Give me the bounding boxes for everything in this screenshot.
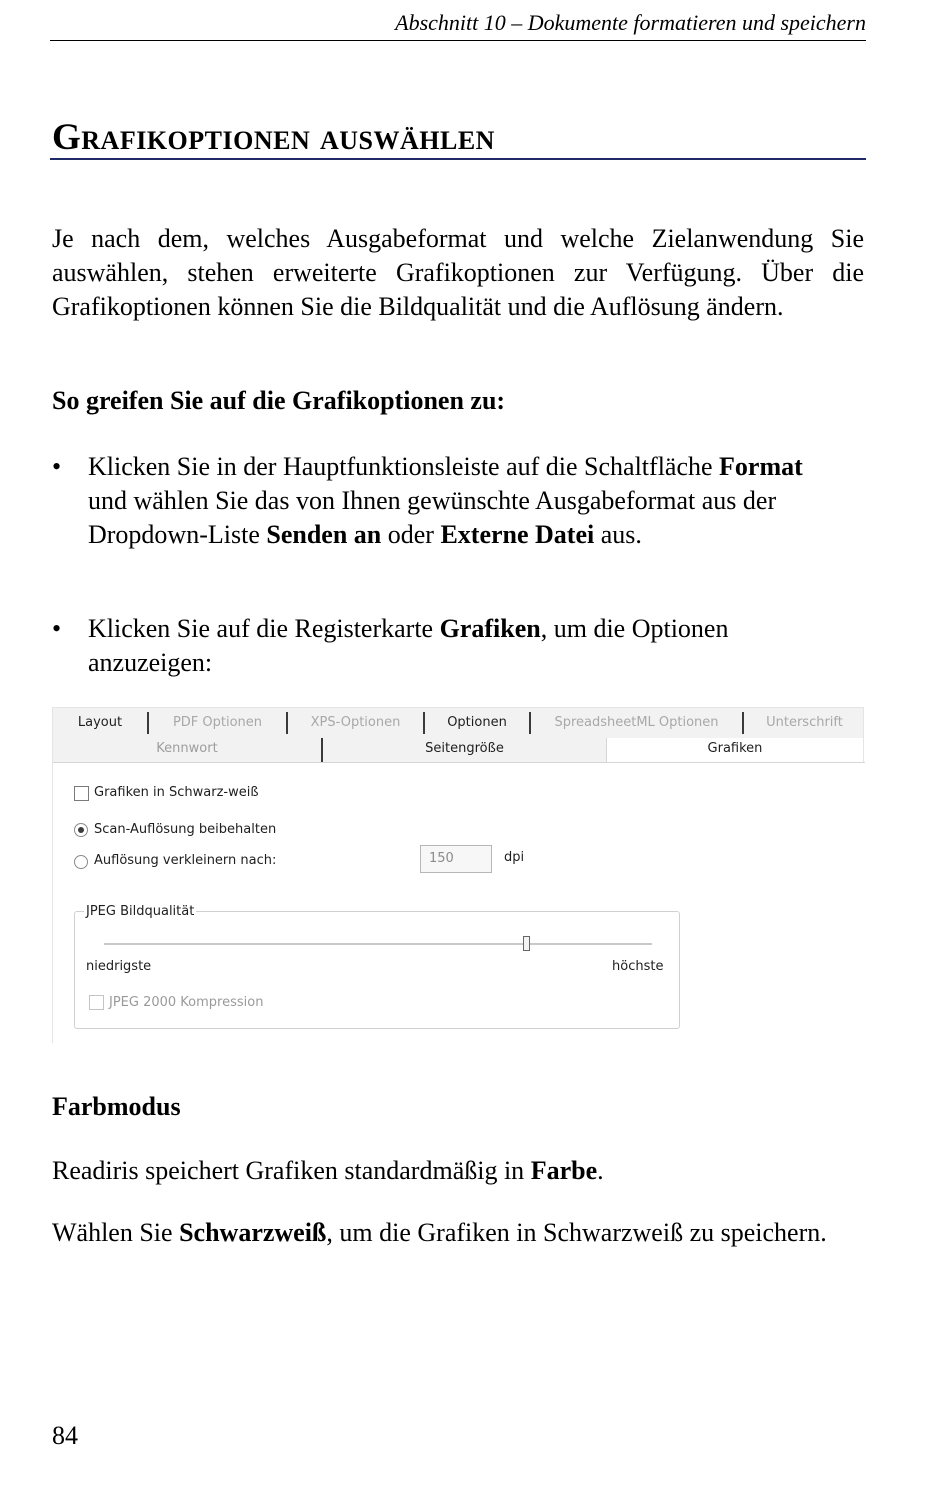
dpi-unit-label: dpi [504,850,525,865]
jpeg2000-checkbox[interactable] [89,995,104,1010]
tab-unterschrift[interactable]: Unterschrift [766,715,843,730]
tab-seitengroesse[interactable]: Seitengröße [425,741,504,756]
bullet-text: Klicken Sie auf die Registerkarte Grafiken, um die Optionen anzuzeigen: [88,614,729,677]
color-mode-paragraph-2: Wählen Sie Schwarzweiß, um die Grafiken in Schwarzweiß zu speichern. [52,1218,827,1247]
reduce-resolution-label: Auflösung verkleinern nach: [94,853,277,868]
jpeg-quality-group [74,911,680,1029]
tab-kennwort[interactable]: Kennwort [53,738,323,762]
tab-pdf-optionen[interactable]: PDF Optionen [149,712,288,734]
radio-selected-dot [78,827,84,833]
bullet-dot: • [52,452,62,481]
scan-resolution-radio[interactable] [74,823,88,837]
quality-slider-thumb[interactable] [523,936,530,951]
procedure-heading: So greifen Sie auf die Grafikoptionen zu: [52,386,506,415]
bullet-dot: • [52,614,62,643]
bw-checkbox[interactable] [74,786,89,801]
bullet-item-grafiken [52,612,832,680]
page-number: 84 [52,1421,78,1450]
tab-layout[interactable]: Layout [53,712,149,734]
tab-grafiken[interactable]: Grafiken [606,738,863,762]
tab-panel-grafiken [53,763,865,1043]
header-rule [50,40,866,41]
intro-paragraph: Je nach dem, welches Ausgabeformat und welche Zielanwendung Sie auswählen, stehen erweiterte Grafikoptionen zur Verfügung. Über die Grafikoptionen können Sie die Bildqualität und die Auflösung ändern. [52,224,864,321]
color-mode-heading: Farbmodus [52,1092,181,1121]
bullet-text: Klicken Sie in der Hauptfunktionsleiste auf die Schaltfläche Format und wählen Sie das von Ihnen gewünschte Ausgabeformat aus der Dropdown-Liste Senden an oder Externe Datei aus. [88,452,803,549]
title-rule [50,158,866,160]
lowest-quality-label: niedrigste [86,959,152,974]
tab-optionen[interactable]: Optionen [425,712,531,734]
bullet-item-format [52,450,832,552]
jpeg-quality-title: JPEG Bildqualität [86,904,195,919]
scan-resolution-label: Scan-Auflösung beibehalten [94,822,277,837]
quality-slider-track[interactable] [104,943,652,945]
tab-xps-optionen[interactable]: XPS-Optionen [288,712,425,734]
tab-row-2 [53,738,865,763]
color-mode-paragraph-1: Readiris speichert Grafiken standardmäßig in Farbe. [52,1156,604,1185]
jpeg2000-label: JPEG 2000 Kompression [109,995,264,1010]
graphics-options-dialog [52,707,864,1043]
highest-quality-label: höchste [612,959,664,974]
dpi-input[interactable]: 150 [420,845,492,873]
tab-spreadsheetml-optionen[interactable]: SpreadsheetML Optionen [531,712,744,734]
tab-row-1 [53,712,865,736]
reduce-resolution-radio[interactable] [74,855,88,869]
running-head: Abschnitt 10 – Dokumente formatieren und speichern [395,10,866,35]
bw-label: Grafiken in Schwarz-weiß [94,785,259,800]
section-title: Grafikoptionen auswählen [52,117,495,158]
